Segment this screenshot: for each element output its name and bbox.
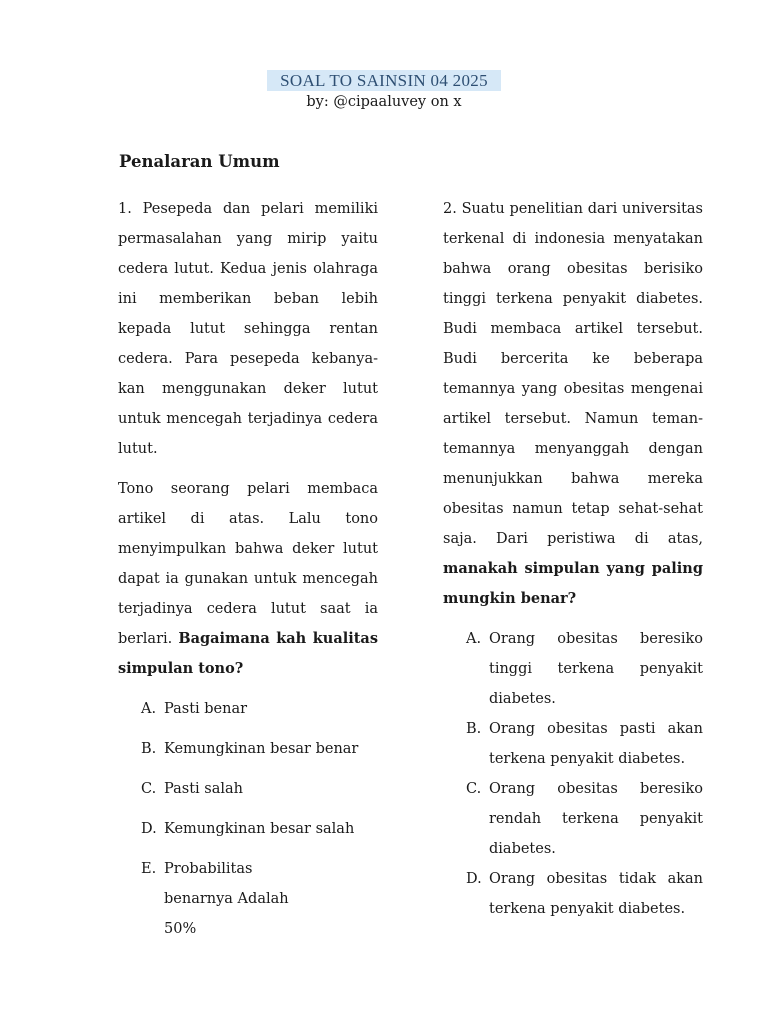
question-1-scenario-text: Tono seorang pelari membaca artikel di atas. Lalu tono menyimpulkan bahwa deker lutut dapat ia gunakan untuk mencegah terjadinya cedera lutut saat ia berlari. [118,481,378,647]
option-letter: A. [141,701,157,717]
question-1-prompt: Bagaimana kah kualitas simpulan tono? [118,630,378,677]
option-b[interactable] [118,734,378,764]
option-letter: D. [141,821,157,837]
option-text: Orang obesitas beresiko rendah terkena penyakit diabetes. [489,781,703,857]
option-text: Orang obesitas pasti akan terkena penyakit diabetes. [489,721,703,767]
option-text: Pasti salah [164,781,243,797]
option-letter: D. [466,871,482,887]
option-d[interactable] [443,864,703,924]
question-1 [118,194,378,954]
option-e[interactable] [118,854,314,944]
question-2-prompt: manakah simpulan yang paling mungkin benar? [443,560,703,607]
document-header [0,70,768,113]
option-d[interactable] [118,814,378,844]
option-text: Kemungkinan besar salah [164,821,355,837]
option-c[interactable] [118,774,378,804]
question-2 [443,194,703,924]
option-c[interactable] [443,774,703,864]
option-text: Probabilitas benarnya Adalah 50% [164,861,289,937]
option-letter: A. [466,631,482,647]
option-letter: C. [141,781,157,797]
question-1-context: 1. Pesepeda dan pelari memiliki permasalahan yang mirip yaitu cedera lutut. Kedua jenis olahraga ini memberikan beban lebih kepada lutut sehingga rentan cedera. Para pesepeda kebanya-kan menggunakan deker lutut untuk mencegah terjadinya cedera lutut. [118,201,378,457]
question-2-context-text: 2. Suatu penelitian dari universitas terkenal di indonesia menyatakan bahwa orang obesitas berisiko tinggi terkena penyakit diabetes. Budi membaca artikel tersebut. Budi bercerita ke beberapa temannya yang obesitas mengenai artikel tersebut. Namun teman-temannya menyanggah dengan menunjukkan bahwa mereka obesitas namun tetap sehat-sehat saja. Dari peristiwa di atas, [443,201,703,547]
question-1-scenario [118,474,378,684]
section-title: Penalaran Umum [119,152,280,171]
option-text: Kemungkinan besar benar [164,741,359,757]
option-a[interactable] [118,694,378,724]
option-a[interactable] [443,624,703,714]
question-2-context [443,194,703,614]
author-byline: by: @cipaaluvey on x [306,94,462,110]
question-1-options [118,694,378,944]
option-text: Pasti benar [164,701,248,717]
document-title: SOAL TO SAINSIN 04 2025 [267,70,501,91]
option-text: Orang obesitas tidak akan terkena penyakit diabetes. [489,871,703,917]
option-letter: B. [141,741,157,757]
option-letter: E. [141,861,157,877]
option-letter: B. [466,721,482,737]
option-letter: C. [466,781,482,797]
question-2-options [443,624,703,924]
option-b[interactable] [443,714,703,774]
option-text: Orang obesitas beresiko tinggi terkena penyakit diabetes. [489,631,703,707]
